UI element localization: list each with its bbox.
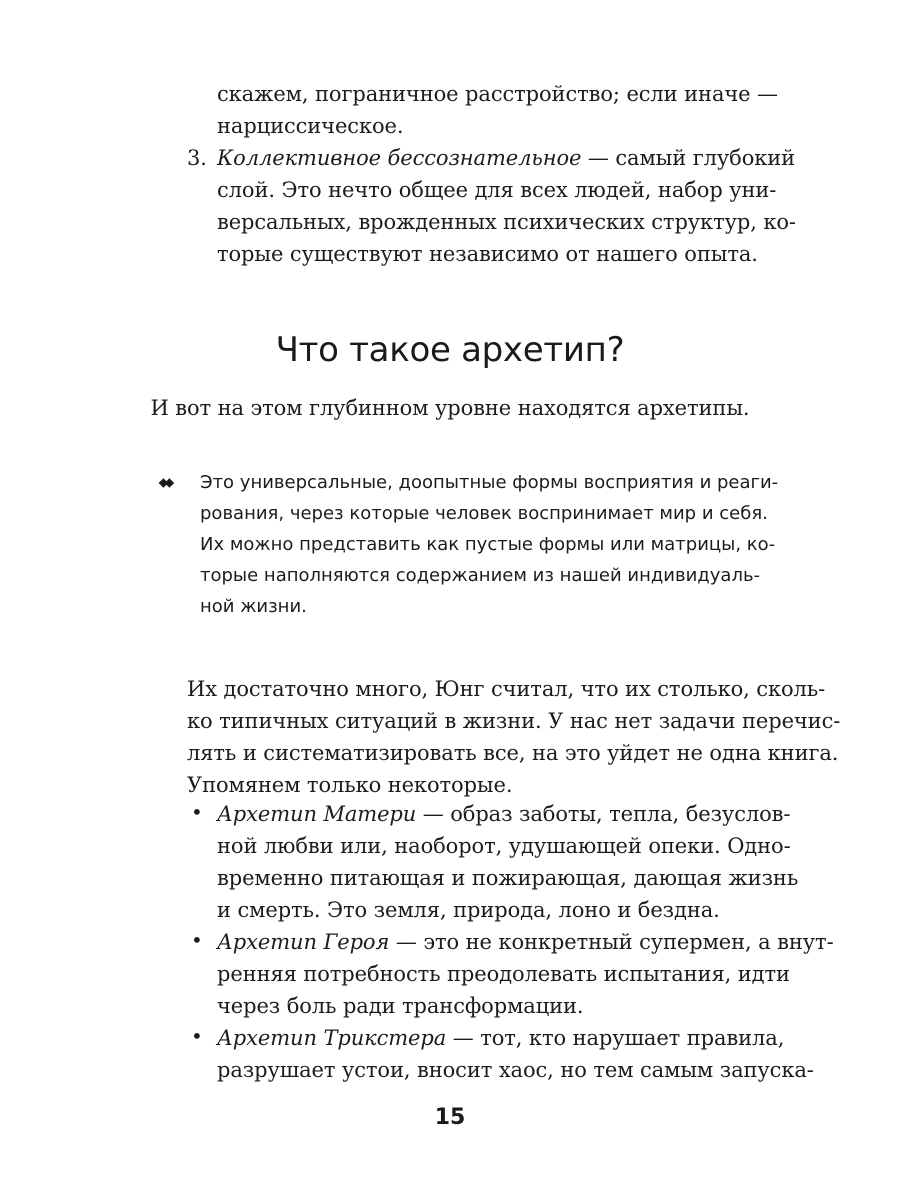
bullet-line: ной любви или, наоборот, удушающей опеки. Одно- (217, 834, 791, 858)
bullet-item-trickster (217, 1022, 814, 1086)
list-item-3-line: слой. Это нечто общее для всех людей, набор уни- (217, 178, 777, 202)
bullet-item-hero (217, 926, 834, 1022)
bullet-first-line (217, 1022, 785, 1054)
paragraph-line: ко типичных ситуаций в жизни. У нас нет задачи перечис- (187, 709, 841, 733)
list-item-3-term: Коллективное бессознательное (217, 146, 582, 170)
callout-line: Их можно представить как пустые формы или матрицы, ко- (200, 534, 776, 555)
bullet-icon: • (191, 928, 203, 952)
bullet-line: ренняя потребность преодолевать испытания, идти (217, 962, 790, 986)
bullet-line: через боль ради трансформации. (217, 994, 584, 1018)
list-number: 3. (187, 146, 207, 170)
list-item-3-number (187, 142, 207, 174)
callout-line: торые наполняются содержанием из нашей индивидуаль- (200, 565, 761, 586)
body-paragraph (187, 673, 841, 801)
bullet-line: временно питающая и пожирающая, дающая жизнь (217, 866, 799, 890)
section-intro-text: И вот на этом глубинном уровне находятся архетипы. (150, 396, 750, 420)
bullet-icon: • (191, 1024, 203, 1048)
paragraph-line: Их достаточно много, Юнг считал, что их столько, сколь- (187, 677, 826, 701)
callout-line: рования, через которые человек воспринимает мир и себя. (200, 503, 768, 524)
callout-line: ной жизни. (200, 596, 307, 617)
callout-line: Это универсальные, доопытные формы восприятия и реаги- (200, 472, 779, 493)
bullet-term: Архетип Героя (217, 930, 390, 954)
list-item-3-line: торые существуют независимо от нашего опыта. (217, 242, 758, 266)
bullet-line: и смерть. Это земля, природа, лоно и бездна. (217, 898, 720, 922)
section-heading: Что такое архетип? (275, 330, 625, 370)
list-item-3-first-line (217, 142, 796, 174)
bullet-first-line-rest: — это не конкретный супермен, а внут- (389, 930, 834, 954)
bullet-line: разрушает устои, вносит хаос, но тем самым запуска- (217, 1058, 814, 1082)
bullet-first-line-rest: — тот, кто нарушает правила, (446, 1026, 785, 1050)
bullet-icon: • (191, 800, 203, 824)
page-number: 15 (434, 1105, 466, 1130)
bullet-first-line-rest: — образ заботы, тепла, безуслов- (416, 802, 791, 826)
list-item-2-continuation (217, 78, 778, 142)
bullet-first-line (217, 926, 834, 958)
diamond-marker-icon (158, 476, 176, 490)
list-item-2-line: скажем, пограничное расстройство; если иначе — (217, 82, 778, 106)
bullet-term: Архетип Матери (217, 802, 417, 826)
bullet-term: Архетип Трикстера (217, 1026, 447, 1050)
list-item-3-first-line-rest: — самый глубокий (581, 146, 796, 170)
paragraph-line: лять и систематизировать все, на это уйдет не одна книга. (187, 741, 839, 765)
list-item-3-line: версальных, врожденных психических структур, ко- (217, 210, 796, 234)
paragraph-line: Упомянем только некоторые. (187, 773, 513, 797)
list-item-3 (217, 142, 796, 270)
bullet-item-mother (217, 798, 799, 926)
section-intro (0, 392, 900, 424)
list-item-2-line: нарциссическое. (217, 114, 404, 138)
bullet-first-line (217, 798, 791, 830)
callout-block (200, 467, 779, 622)
